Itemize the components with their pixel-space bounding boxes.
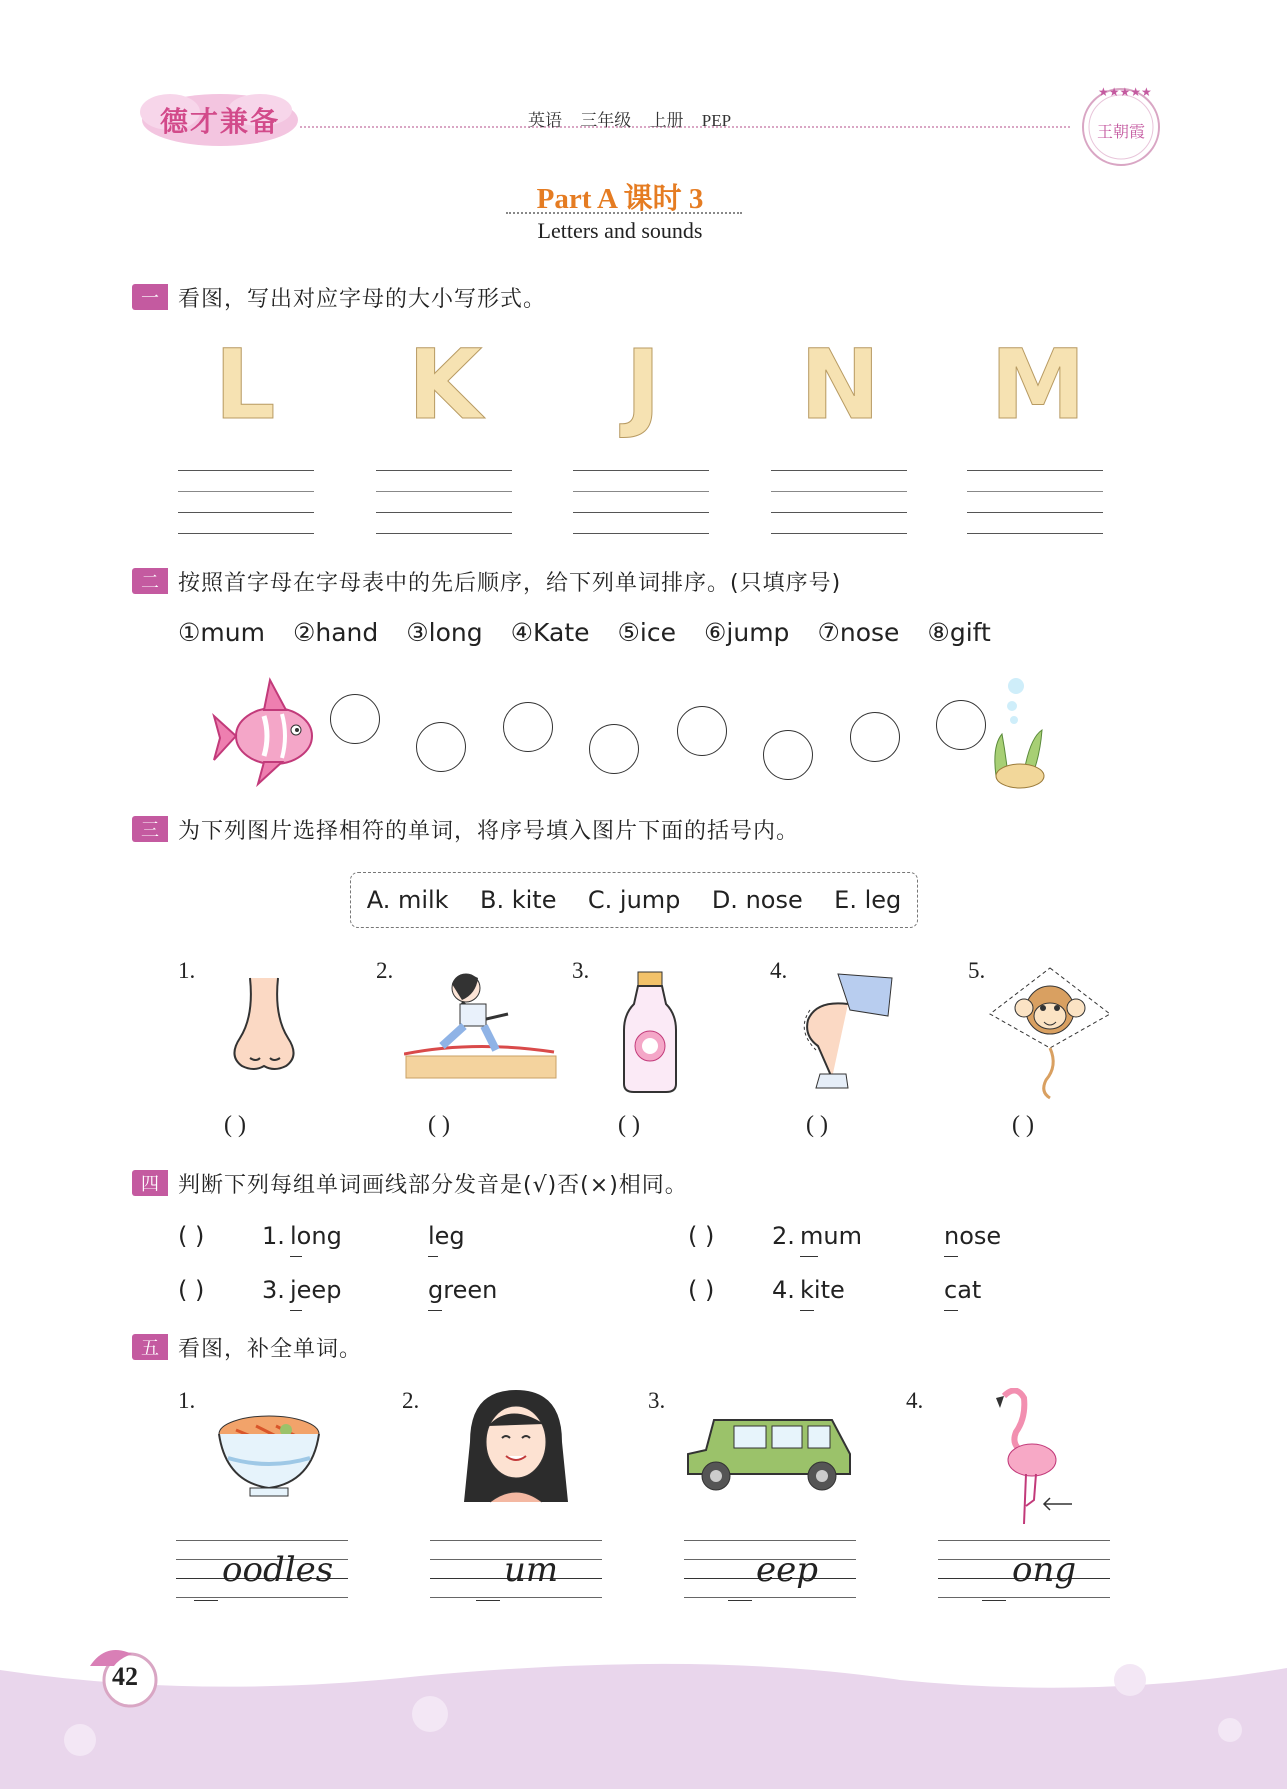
writing-lines-2[interactable] bbox=[376, 470, 512, 540]
answer-paren[interactable]: ( ) bbox=[618, 1112, 640, 1138]
answer-paren[interactable]: ( ) bbox=[1012, 1112, 1034, 1138]
section1-instruction: 看图，写出对应字母的大小写形式。 bbox=[178, 286, 547, 312]
item-number: 2. bbox=[376, 958, 394, 983]
leg-picture bbox=[796, 970, 896, 1096]
answer-circle[interactable] bbox=[416, 722, 466, 772]
judge-number: 4. bbox=[772, 1276, 795, 1304]
title-underline bbox=[506, 212, 742, 214]
letter-underline bbox=[944, 1256, 958, 1257]
seal-text: 王朝霞 bbox=[1096, 122, 1146, 141]
item-number: 2. bbox=[402, 1388, 420, 1413]
writing-lines-5[interactable] bbox=[967, 470, 1103, 540]
letter-underline bbox=[428, 1310, 442, 1311]
answer-circle[interactable] bbox=[936, 700, 986, 750]
noodles-bowl-picture bbox=[216, 1412, 322, 1498]
item-number: 4. bbox=[770, 958, 788, 983]
judge-paren[interactable]: ( ) bbox=[688, 1276, 715, 1304]
subject-label: 英语 三年级 上册 PEP bbox=[528, 111, 732, 130]
partial-word: oodles bbox=[222, 1550, 334, 1590]
writing-lines-4[interactable] bbox=[771, 470, 907, 540]
option-item: A. milk bbox=[366, 886, 449, 914]
option-item: B. kite bbox=[480, 886, 557, 914]
section5-badge: 五 bbox=[132, 1334, 168, 1360]
partial-word: eep bbox=[756, 1550, 819, 1590]
options-box bbox=[350, 872, 918, 928]
item-number: 1. bbox=[178, 1388, 196, 1413]
fish-icon bbox=[212, 676, 320, 788]
section5-header bbox=[132, 1332, 362, 1362]
word-list bbox=[178, 618, 991, 647]
judge-word-2: green bbox=[428, 1276, 498, 1304]
page-number: 42 bbox=[112, 1662, 138, 1691]
girl-jumping-picture bbox=[404, 970, 558, 1082]
flamingo-long-leg-picture bbox=[986, 1388, 1076, 1532]
blank-line[interactable] bbox=[982, 1600, 1006, 1601]
part-subtitle: Letters and sounds bbox=[537, 218, 703, 243]
word-item: ④Kate bbox=[510, 618, 590, 647]
section2-header bbox=[132, 566, 841, 596]
section2-instruction: 按照首字母在字母表中的先后顺序，给下列单词排序。(只填序号) bbox=[178, 570, 842, 596]
word-item: ③long bbox=[406, 618, 483, 647]
wood-letter-J: J bbox=[625, 329, 661, 441]
partial-word: ong bbox=[1012, 1550, 1077, 1590]
judge-paren[interactable]: ( ) bbox=[688, 1222, 715, 1250]
item-number: 1. bbox=[178, 958, 196, 983]
section3-badge: 三 bbox=[132, 816, 168, 842]
section4-badge: 四 bbox=[132, 1170, 168, 1196]
item-number: 3. bbox=[648, 1388, 666, 1413]
section3-instruction: 为下列图片选择相符的单词，将序号填入图片下面的括号内。 bbox=[178, 818, 800, 844]
section1-header bbox=[132, 282, 546, 312]
mother-picture bbox=[460, 1386, 572, 1504]
nose-picture bbox=[226, 976, 302, 1074]
answer-circle[interactable] bbox=[850, 712, 900, 762]
footer-wave bbox=[0, 1640, 1287, 1789]
word-item: ②hand bbox=[292, 618, 379, 647]
wood-letter-K: K bbox=[407, 329, 483, 441]
word-item: ⑦nose bbox=[817, 618, 900, 647]
section4-instruction: 判断下列每组单词画线部分发音是(√)否(×)相同。 bbox=[178, 1172, 688, 1198]
judge-word-1: long bbox=[290, 1222, 342, 1250]
writing-lines-1[interactable] bbox=[178, 470, 314, 540]
logo-text: 德才兼备 bbox=[160, 105, 281, 138]
judge-word-2: cat bbox=[944, 1276, 982, 1304]
answer-paren[interactable]: ( ) bbox=[806, 1112, 828, 1138]
judge-word-2: nose bbox=[944, 1222, 1002, 1250]
answer-circle[interactable] bbox=[503, 702, 553, 752]
judge-word-2: leg bbox=[428, 1222, 465, 1250]
blank-line[interactable] bbox=[194, 1600, 218, 1601]
section2-badge: 二 bbox=[132, 568, 168, 594]
judge-number: 1. bbox=[262, 1222, 285, 1250]
section5-instruction: 看图，补全单词。 bbox=[178, 1336, 363, 1362]
section1-badge: 一 bbox=[132, 284, 168, 310]
item-number: 3. bbox=[572, 958, 590, 983]
option-item: C. jump bbox=[587, 886, 681, 914]
answer-circle[interactable] bbox=[763, 730, 813, 780]
wood-letter-N: N bbox=[799, 329, 881, 441]
answer-circle[interactable] bbox=[330, 694, 380, 744]
judge-word-1: kite bbox=[800, 1276, 845, 1304]
answer-circle[interactable] bbox=[677, 706, 727, 756]
writing-lines-3[interactable] bbox=[573, 470, 709, 540]
judge-word-1: mum bbox=[800, 1222, 862, 1250]
answer-paren[interactable]: ( ) bbox=[224, 1112, 246, 1138]
milk-bottle-picture bbox=[620, 970, 680, 1094]
letter-underline bbox=[290, 1256, 302, 1257]
word-item: ⑤ice bbox=[617, 618, 676, 647]
wood-letter-M: M bbox=[990, 329, 1086, 441]
partial-word: um bbox=[504, 1550, 559, 1590]
option-item: D. nose bbox=[711, 886, 803, 914]
judge-word-1: jeep bbox=[290, 1276, 342, 1304]
letter-underline bbox=[428, 1256, 438, 1257]
judge-paren[interactable]: ( ) bbox=[178, 1222, 205, 1250]
section4-header bbox=[132, 1168, 688, 1198]
blank-line[interactable] bbox=[728, 1600, 752, 1601]
svg-text:★★★★★: ★★★★★ bbox=[1098, 85, 1152, 99]
item-number: 4. bbox=[906, 1388, 924, 1413]
judge-number: 2. bbox=[772, 1222, 795, 1250]
word-item: ⑥jump bbox=[704, 618, 790, 647]
letter-underline bbox=[290, 1310, 302, 1311]
word-item: ①mum bbox=[178, 618, 265, 647]
section3-header bbox=[132, 814, 799, 844]
judge-number: 3. bbox=[262, 1276, 285, 1304]
monkey-kite-picture bbox=[988, 966, 1112, 1102]
answer-circle[interactable] bbox=[589, 724, 639, 774]
blank-line[interactable] bbox=[476, 1600, 500, 1601]
wood-letter-L: L bbox=[214, 329, 276, 441]
letter-underline bbox=[800, 1310, 814, 1311]
jeep-picture bbox=[684, 1414, 856, 1494]
part-title: Part A 课时 3 bbox=[536, 183, 704, 215]
answer-paren[interactable]: ( ) bbox=[428, 1112, 450, 1138]
seaweed-rock-icon bbox=[984, 676, 1064, 790]
item-number: 5. bbox=[968, 958, 986, 983]
author-seal-icon bbox=[1078, 82, 1164, 168]
option-item: E. leg bbox=[834, 886, 902, 914]
word-item: ⑧gift bbox=[927, 618, 991, 647]
letter-underline bbox=[944, 1310, 958, 1311]
judge-paren[interactable]: ( ) bbox=[178, 1276, 205, 1304]
letter-underline bbox=[800, 1256, 818, 1257]
